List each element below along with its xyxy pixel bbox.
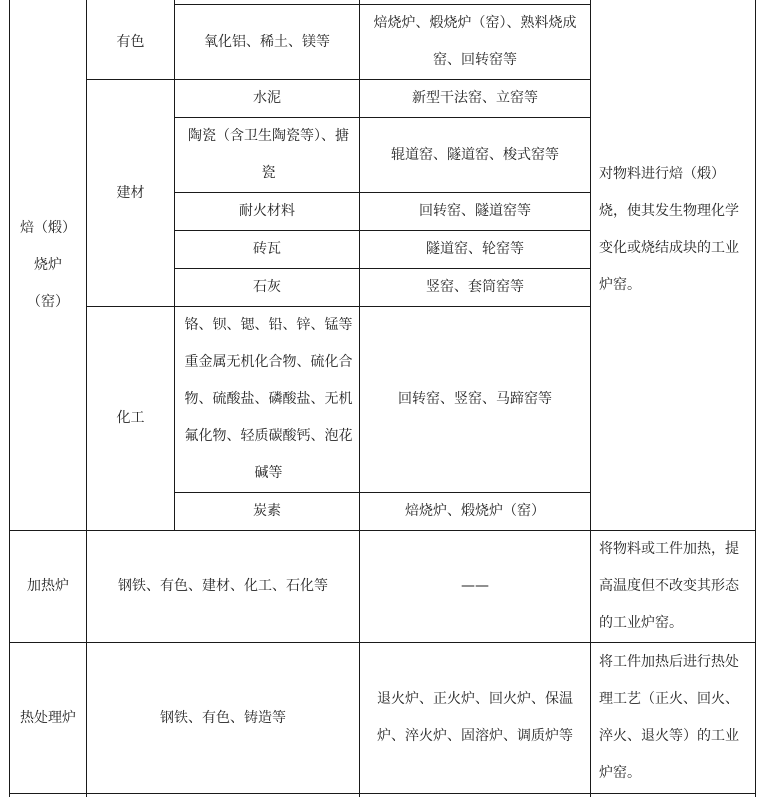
types-label: 退火炉、正火炉、回火炉、保温炉、淬火炉、固溶炉、调质炉等 [377, 691, 573, 744]
types-label: 竖窑、套筒窑等 [426, 279, 524, 295]
description-label: 将物料或工件加热，提高温度但不改变其形态的工业炉窑。 [599, 541, 739, 631]
material-cell [175, 118, 359, 192]
industries-cell [87, 643, 359, 793]
material-label: 石灰 [253, 279, 281, 295]
material-label: 陶瓷（含卫生陶瓷等）、搪瓷 [188, 128, 349, 181]
category-label: 加热炉 [27, 578, 69, 594]
category-cell-heating [10, 531, 86, 642]
material-cell [175, 231, 359, 268]
material-cell [175, 307, 359, 492]
types-label: 回转窑、竖窑、马蹄窑等 [398, 391, 552, 407]
types-cell [360, 80, 590, 117]
types-label: 新型干法窑、立窑等 [412, 90, 538, 106]
types-cell [360, 307, 590, 492]
industry-cell-chemical [87, 307, 174, 530]
types-label: 焙烧炉、煅烧炉（窑）、熟料烧成窑、回转窑等 [373, 15, 577, 68]
types-cell [360, 531, 590, 642]
types-label: 辊道窑、隧道窑、梭式窑等 [391, 146, 559, 163]
material-cell [175, 269, 359, 306]
table-border-right [755, 0, 756, 797]
category-label-line: 烧炉 [34, 256, 62, 273]
types-cell [360, 493, 590, 530]
material-label: 炭素 [253, 503, 281, 519]
industry-label: 建材 [116, 184, 145, 201]
industries-label: 钢铁、有色、铸造等 [160, 709, 286, 726]
types-cell [360, 643, 590, 793]
industry-label: 有色 [116, 33, 145, 50]
industries-label: 钢铁、有色、建材、化工、石化等 [118, 578, 328, 594]
types-label: 回转窑、隧道窑等 [419, 203, 531, 219]
material-label: 铬、钡、锶、铅、锌、锰等重金属无机化合物、硫化合物、硫酸盐、磷酸盐、无机氟化物、轻质碳酸钙、泡花碱等 [184, 317, 353, 481]
row-line [9, 793, 756, 794]
material-label: 砖瓦 [253, 241, 281, 257]
description-cell-roasting [591, 155, 755, 305]
industries-cell [87, 531, 359, 642]
types-label: —— [461, 578, 489, 594]
category-label-line: （窑） [27, 293, 69, 310]
industry-cell-nonferrous [87, 5, 174, 79]
description-label: 将工件加热后进行热处理工艺（正火、回火、淬火、退火等）的工业炉窑。 [599, 654, 739, 781]
material-cell [175, 5, 359, 79]
category-label-line: 焙（煅） [20, 219, 76, 236]
category-cell-roasting [10, 0, 86, 530]
types-cell [360, 193, 590, 230]
types-cell [360, 118, 590, 192]
material-cell [175, 493, 359, 530]
category-cell-heat-treatment [10, 643, 86, 793]
material-label: 水泥 [253, 90, 281, 106]
types-label: 隧道窑、轮窑等 [426, 241, 524, 257]
types-cell [360, 5, 590, 79]
types-cell [360, 231, 590, 268]
material-cell [175, 80, 359, 117]
description-label: 对物料进行焙（煅）烧，使其发生物理化学变化或烧结成块的工业炉窑。 [599, 166, 739, 293]
industry-cell-building [87, 80, 174, 306]
industry-label: 化工 [116, 410, 145, 426]
types-cell [360, 269, 590, 306]
description-cell-heat-treatment [591, 643, 755, 793]
category-label: 热处理炉 [20, 709, 76, 726]
material-cell [175, 193, 359, 230]
description-cell-heating [591, 531, 755, 642]
types-label: 焙烧炉、煅烧炉（窑） [405, 503, 545, 519]
material-label: 氧化铝、稀土、镁等 [204, 33, 330, 50]
material-label: 耐火材料 [239, 203, 295, 219]
